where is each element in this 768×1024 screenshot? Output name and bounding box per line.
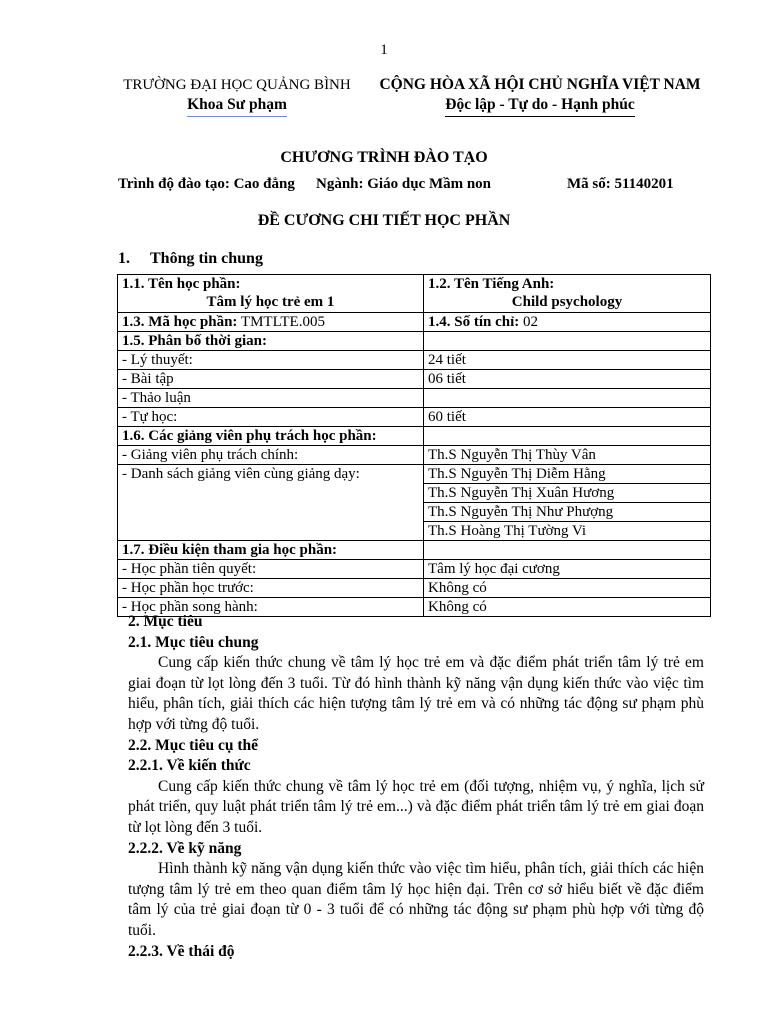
co-lecturer: Th.S Nguyễn Thị Như Phượng xyxy=(424,503,711,522)
objectives-heading: 2. Mục tiêu xyxy=(128,613,203,630)
table-row xyxy=(118,313,711,332)
exercise-value: 06 tiết xyxy=(424,370,711,389)
co-lecturer: Th.S Nguyễn Thị Diễm Hằng xyxy=(424,465,711,484)
table-row xyxy=(118,427,711,446)
parallel-course-label: - Học phần song hành: xyxy=(118,598,424,617)
course-code-cell xyxy=(118,313,424,332)
skills-text: Hình thành kỹ năng vận dụng kiến thức vào việc tìm hiểu, phân tích, giải thích các hiện tượng tâm lý trẻ em theo quan điểm tâm lý học hiện đại. Trên cơ sở hiểu biết về đặc điểm tâm lý của trẻ giai đoạn từ 0 - 3 tuổi để có những tác động sư phạm phù hợp với từng độ tuổi. xyxy=(128,860,704,939)
specific-objective-heading: 2.2. Mục tiêu cụ thể xyxy=(128,736,259,754)
program-title: CHƯƠNG TRÌNH ĐÀO TẠO xyxy=(280,149,488,166)
table-row xyxy=(118,408,711,427)
attitude-heading: 2.2.3. Về thái độ xyxy=(128,942,235,960)
prerequisite-label: - Học phần tiên quyết: xyxy=(118,560,424,579)
exercise-label: - Bài tập xyxy=(118,370,424,389)
program-code: Mã số: 51140201 xyxy=(567,176,674,192)
table-row xyxy=(118,351,711,370)
discussion-label: - Thảo luận xyxy=(118,389,424,408)
english-name-label: 1.2. Tên Tiếng Anh: xyxy=(428,276,555,292)
co-lecturer: Th.S Hoàng Thị Tường Vi xyxy=(424,522,711,541)
credits-value: 02 xyxy=(519,314,539,330)
table-row xyxy=(118,541,711,560)
course-code: TMTLTE.005 xyxy=(237,314,325,330)
national-motto: Độc lập - Tự do - Hạnh phúc xyxy=(445,95,634,117)
main-lecturer-label: - Giảng viên phụ trách chính: xyxy=(118,446,424,465)
main-lecturer: Th.S Nguyễn Thị Thùy Vân xyxy=(424,446,711,465)
course-name-label: 1.1. Tên học phần: xyxy=(122,276,241,292)
theory-label: - Lý thuyết: xyxy=(118,351,424,370)
prior-course-value: Không có xyxy=(424,579,711,598)
table-row xyxy=(118,579,711,598)
knowledge-heading: 2.2.1. Về kiến thức xyxy=(128,757,251,775)
knowledge-text: Cung cấp kiến thức chung về tâm lý học trẻ em (đối tượng, nhiệm vụ, ý nghĩa, lịch sử phát triển, quy luật phát triển tâm lý trẻ em...) và đặc điểm phát triển tâm lý trẻ em giai đoạn từ lọt lòng đến 3 tuổi. xyxy=(128,777,704,836)
training-level: Trình độ đào tạo: Cao đẳng xyxy=(118,176,295,192)
co-lecturers-label: - Danh sách giảng viên cùng giảng dạy: xyxy=(118,465,424,541)
course-name: Tâm lý học trẻ em 1 xyxy=(206,294,335,310)
conditions-label: 1.7. Điều kiện tham gia học phần: xyxy=(118,541,424,560)
table-row xyxy=(118,560,711,579)
table-row xyxy=(118,275,711,313)
section-title: Thông tin chung xyxy=(150,250,263,267)
page-number: 1 xyxy=(380,42,388,58)
credits-cell xyxy=(424,313,711,332)
time-allocation-label: 1.5. Phân bố thời gian: xyxy=(118,332,424,351)
course-name-cell xyxy=(118,275,424,313)
table-row xyxy=(118,465,711,484)
co-lecturer: Th.S Nguyễn Thị Xuân Hương xyxy=(424,484,711,503)
department-name: Khoa Sư phạm xyxy=(187,95,287,117)
theory-value: 24 tiết xyxy=(424,351,711,370)
table-row xyxy=(118,446,711,465)
school-name: TRƯỜNG ĐẠI HỌC QUẢNG BÌNH xyxy=(123,77,351,93)
table-row xyxy=(118,332,711,351)
section-general-info-heading xyxy=(118,250,263,268)
section-number: 1. xyxy=(118,250,130,267)
general-objective-text: Cung cấp kiến thức chung về tâm lý học trẻ em và đặc điểm phát triển tâm lý trẻ em giai đoạn từ lọt lòng đến 3 tuổi. Từ đó hình thành kỹ năng vận dụng kiến thức vào việc tìm hiểu, phân tích, giải thích các hiện tượng tâm lý trẻ em và có những tác động sư phạm phù hợp với từng độ tuổi. xyxy=(128,654,704,733)
self-study-value: 60 tiết xyxy=(424,408,711,427)
national-header xyxy=(375,75,705,117)
prior-course-label: - Học phần học trước: xyxy=(118,579,424,598)
table-row xyxy=(118,370,711,389)
lecturers-label: 1.6. Các giảng viên phụ trách học phần: xyxy=(118,427,424,446)
credits-label: 1.4. Số tín chỉ: xyxy=(428,314,520,330)
major-name: Ngành: Giáo dục Mầm non xyxy=(316,176,492,192)
republic-name: CỘNG HÒA XÃ HỘI CHỦ NGHĨA VIỆT NAM xyxy=(379,76,701,93)
english-name-cell xyxy=(424,275,711,313)
course-code-label: 1.3. Mã học phần: xyxy=(122,314,238,330)
objectives-section xyxy=(128,612,704,962)
parallel-course-value: Không có xyxy=(424,598,711,617)
prerequisite-value: Tâm lý học đại cương xyxy=(424,560,711,579)
english-name: Child psychology xyxy=(511,294,623,310)
school-header xyxy=(112,75,362,117)
self-study-label: - Tự học: xyxy=(118,408,424,427)
table-row xyxy=(118,389,711,408)
general-objective-heading: 2.1. Mục tiêu chung xyxy=(128,633,259,651)
document-title: ĐỀ CƯƠNG CHI TIẾT HỌC PHẦN xyxy=(257,212,511,229)
course-info-table xyxy=(117,274,711,617)
skills-heading: 2.2.2. Về kỹ năng xyxy=(128,839,242,857)
